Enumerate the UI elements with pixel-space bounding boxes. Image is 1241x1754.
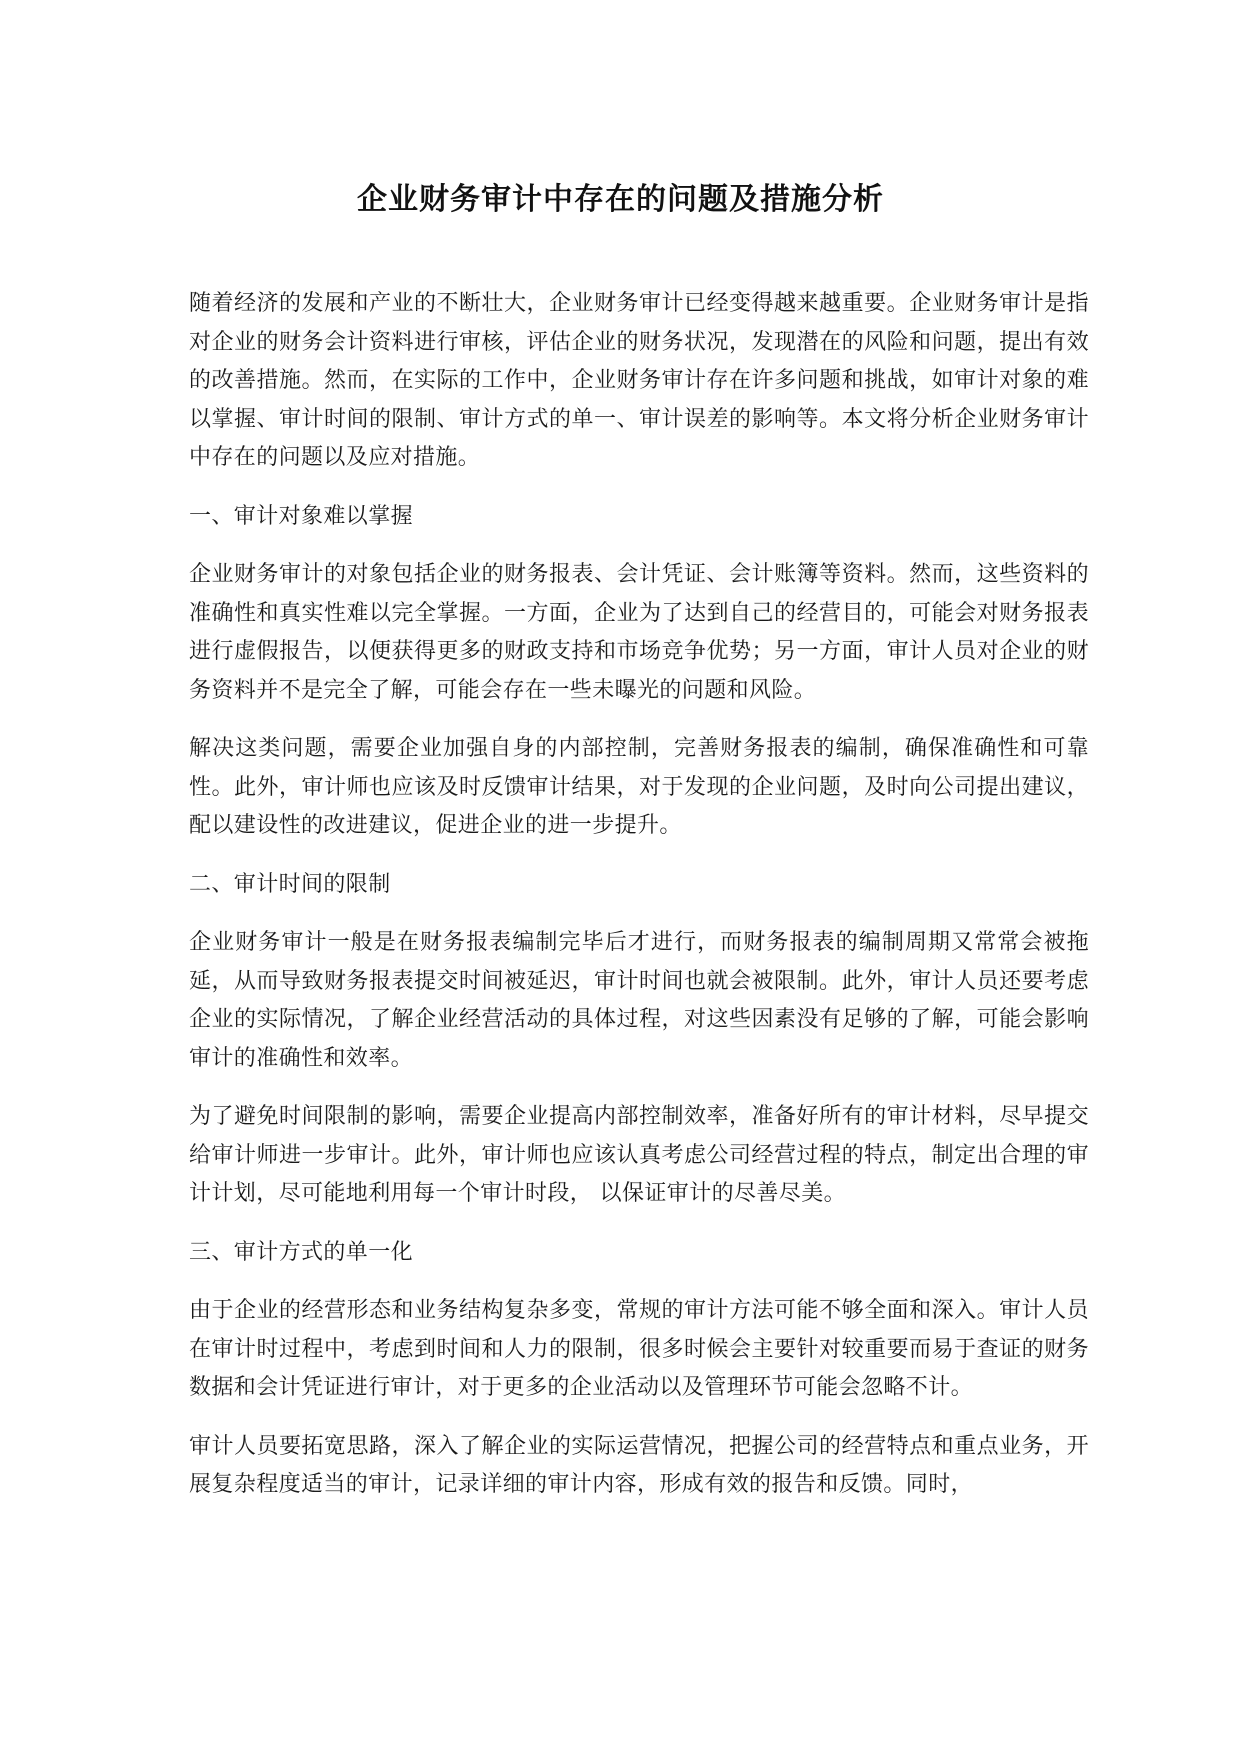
section-heading-1: 一、审计对象难以掌握: [189, 503, 414, 529]
section-3-problem-paragraph: 由于企业的经营形态和业务结构复杂多变，常规的审计方法可能不够全面和深入。审计人员在审计时过程中，考虑到时间和人力的限制，很多时候会主要针对较重要而易于查证的财务数据和会计凭证进行审计，对于更多的企业活动以及管理环节可能会忽略不计。: [189, 1298, 1089, 1400]
section-heading-2: 二、审计时间的限制: [189, 871, 391, 897]
section-heading-3: 三、审计方式的单一化: [189, 1239, 414, 1265]
section-3-solution-paragraph: 审计人员要拓宽思路，深入了解企业的实际运营情况，把握公司的经营特点和重点业务，开展复杂程度适当的审计，记录详细的审计内容，形成有效的报告和反馈。同时，: [189, 1433, 1089, 1497]
section-1-solution-paragraph: 解决这类问题，需要企业加强自身的内部控制，完善财务报表的编制，确保准确性和可靠性。此外，审计师也应该及时反馈审计结果，对于发现的企业问题，及时向公司提出建议，配以建设性的改进建议，促进企业的进一步提升。: [189, 736, 1089, 838]
document-body: [189, 285, 1089, 1525]
section-2-solution-paragraph: 为了避免时间限制的影响，需要企业提高内部控制效率，准备好所有的审计材料，尽早提交给审计师进一步审计。此外，审计师也应该认真考虑公司经营过程的特点，制定出合理的审计计划，尽可能地利用每一个审计时段， 以保证审计的尽善尽美。: [189, 1104, 1089, 1206]
section-2-problem-paragraph: 企业财务审计一般是在财务报表编制完毕后才进行，而财务报表的编制周期又常常会被拖延，从而导致财务报表提交时间被延迟，审计时间也就会被限制。此外，审计人员还要考虑企业的实际情况，了解企业经营活动的具体过程，对这些因素没有足够的了解，可能会影响审计的准确性和效率。: [189, 930, 1089, 1071]
page-title: 企业财务审计中存在的问题及措施分析: [357, 182, 884, 217]
section-1-problem-paragraph: 企业财务审计的对象包括企业的财务报表、会计凭证、会计账簿等资料。然而，这些资料的准确性和真实性难以完全掌握。一方面，企业为了达到自己的经营目的，可能会对财务报表进行虚假报告，以便获得更多的财政支持和市场竞争优势；另一方面，审计人员对企业的财务资料并不是完全了解，可能会存在一些未曝光的问题和风险。: [189, 562, 1089, 703]
intro-paragraph: 随着经济的发展和产业的不断壮大，企业财务审计已经变得越来越重要。企业财务审计是指对企业的财务会计资料进行审核，评估企业的财务状况，发现潜在的风险和问题，提出有效的改善措施。然而，在实际的工作中，企业财务审计存在许多问题和挑战，如审计对象的难以掌握、审计时间的限制、审计方式的单一、审计误差的影响等。本文将分析企业财务审计中存在的问题以及应对措施。: [189, 291, 1089, 470]
